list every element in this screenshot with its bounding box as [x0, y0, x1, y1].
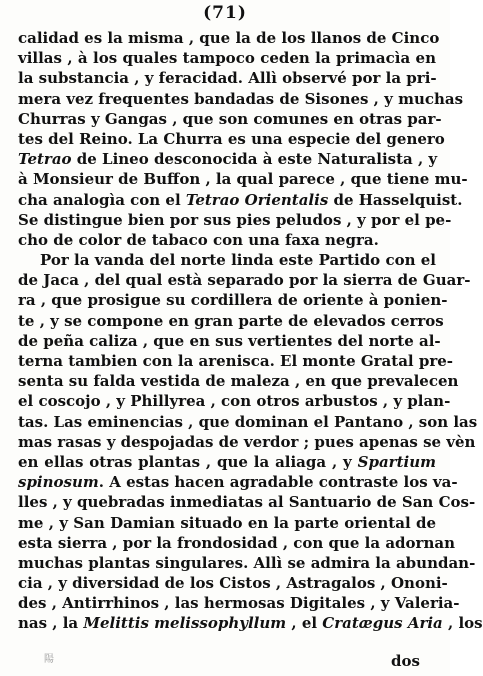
text-line	[18, 270, 471, 290]
text-line	[18, 129, 445, 149]
text-run: de Jaca , del qual està separado por la sierra de Guar-	[18, 271, 471, 290]
text-run: ra , que prosigue su cordillera de oriente à ponien-	[18, 291, 448, 310]
text-line	[18, 109, 442, 129]
page-number: (71)	[203, 3, 247, 23]
italic-term: Cratægus Aria	[322, 614, 443, 633]
text-run: lles , y quebradas inmediatas al Santuario de San Cos-	[18, 493, 476, 512]
text-run: tes del Reino. La Churra es una especie del genero	[18, 129, 445, 148]
text-run: , el	[286, 614, 323, 633]
text-run: Se distingue bien por sus pies peludos , y por el pe-	[18, 210, 452, 229]
text-line	[18, 230, 436, 250]
text-run: muchas plantas singulares. Allì se admira la abundan-	[18, 553, 476, 572]
text-run: cha analogìa con el	[18, 190, 186, 209]
text-run: Churras y Gangas , que son comunes en otras par-	[18, 109, 442, 128]
text-run: mera vez frequentes bandadas de Sisones , y muchas	[18, 89, 464, 108]
italic-term: Tetrao Orientalis	[185, 190, 329, 209]
text-line	[18, 149, 436, 169]
text-run: de Hasselquist.	[328, 190, 463, 209]
text-line	[18, 613, 483, 633]
text-line	[18, 412, 478, 432]
text-line	[18, 250, 436, 270]
italic-term: Melittis melissophyllum	[83, 614, 287, 633]
paragraph-2	[18, 250, 483, 634]
text-line	[18, 573, 448, 593]
text-run: . A estas hacen agradable contraste los va-	[98, 473, 458, 492]
text-line	[18, 472, 458, 492]
text-run: cia , y diversidad de los Cistos , Astragalos , Ononi-	[18, 574, 448, 593]
text-line	[18, 331, 441, 351]
text-run: , los	[442, 614, 483, 633]
text-run: Por la vanda del norte linda este Partido con el	[40, 251, 436, 270]
text-run: esta sierra , por la frondosidad , con que la adornan	[18, 533, 455, 552]
text-run: villas , à los quales tampoco ceden la primacìa en	[18, 49, 436, 68]
italic-term: Tetrao	[18, 150, 72, 169]
text-run: cho de color de tabaco con una faxa negra.	[18, 230, 379, 249]
text-line	[18, 391, 451, 411]
text-line	[18, 351, 454, 371]
text-line	[18, 432, 476, 452]
text-run: me , y San Damian situado en la parte oriental de	[18, 513, 436, 532]
text-run: calidad es la misma , que la de los llanos de Cinco	[18, 29, 440, 47]
text-line	[18, 311, 444, 331]
page-body	[18, 28, 483, 634]
text-run: mas rasas y despojadas de verdor ; pues apenas se vèn	[18, 432, 476, 451]
text-run: la substancia , y feracidad. Allì observé por la pri-	[18, 69, 437, 88]
text-run: el coscojo , y Phillyrea , con otros arbustos , y plan-	[18, 392, 451, 411]
text-line	[18, 593, 460, 613]
text-line	[18, 48, 436, 68]
text-run: des , Antirrhinos , las hermosas Digitales , y Valeria-	[18, 594, 460, 613]
text-line	[18, 89, 464, 109]
text-run: de peña caliza , que en sus vertientes del norte al-	[18, 331, 441, 350]
paragraph-1	[18, 28, 468, 250]
italic-term: Spartium	[357, 452, 436, 471]
text-run: tas. Las eminencias , que dominan el Pantano , son las	[18, 412, 478, 431]
text-line	[18, 169, 468, 189]
text-run: te , y se compone en gran parte de elevados cerros	[18, 311, 444, 330]
text-line	[18, 28, 440, 48]
text-line	[18, 553, 476, 573]
text-line	[18, 371, 459, 391]
text-line	[18, 68, 436, 88]
text-run: terna tambien con la arenisca. El monte Gratal pre-	[18, 352, 454, 370]
text-line	[18, 513, 436, 533]
text-run: en ellas otras plantas , que la aliaga , y	[18, 452, 358, 471]
library-stamp: 陽	[44, 654, 55, 665]
text-line	[18, 533, 455, 553]
text-line	[18, 452, 436, 472]
text-line	[18, 210, 452, 230]
catchword: dos	[391, 652, 420, 670]
text-line	[18, 190, 463, 210]
text-run: nas , la	[18, 614, 84, 633]
italic-term: spinosum	[18, 473, 99, 492]
text-line	[18, 492, 476, 512]
text-run: de Lineo desconocida à este Naturalista , y	[71, 150, 438, 169]
text-run: senta su falda vestida de maleza , en que prevalecen	[18, 372, 459, 391]
text-line	[18, 290, 448, 310]
text-run: à Monsieur de Buffon , la qual parece , que tiene mu-	[18, 170, 468, 189]
